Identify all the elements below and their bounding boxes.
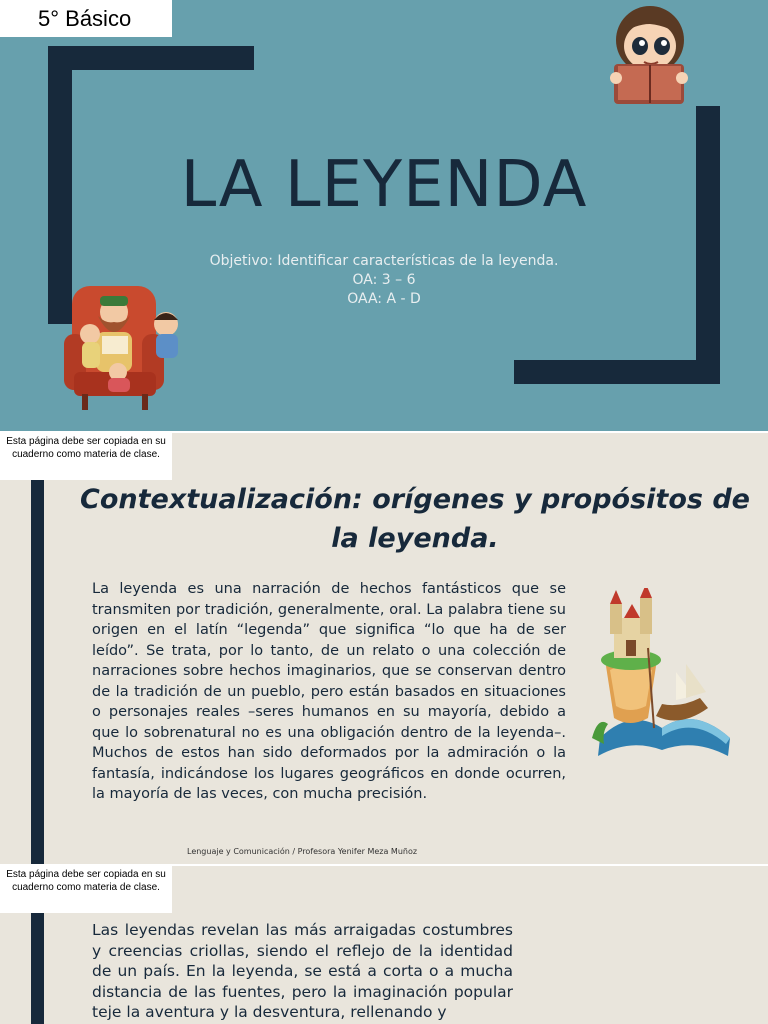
body-paragraph: Las leyendas revelan las más arraigadas costumbres y creencias criollas, siendo el reflejo de la identidad de un país. En la leyenda, se está a corta o a mucha distancia de las fuentes, pero la imaginación popular teje la aventura y la desventura, rellenando y xyxy=(92,921,513,1021)
footer-credit: Lenguaje y Comunicación / Profesora Yenifer Meza Muñoz xyxy=(187,847,418,856)
copy-note: Esta página debe ser copiada en su cuaderno como materia de clase. xyxy=(0,866,172,913)
accent-vertical-bar xyxy=(31,480,44,864)
castle-book-illustration xyxy=(590,588,736,758)
oaa-line: OAA: A - D xyxy=(347,291,421,307)
content-slide-2 xyxy=(0,866,768,1024)
title-slide xyxy=(0,0,768,432)
body-paragraph: La leyenda es una narración de hechos fantásticos que se transmiten por tradición, generalmente, oral. La palabra tiene su origen en el latín “legenda” que significa “lo que ha de ser leído”. Se trata, por lo tanto, de un relato o una colección de narraciones sobre hechos imaginarios, que se conservan dentro de la tradición de un pueblo, pero están basados en situaciones o personajes reales –seres humanos en su mayoría, debido a que lo sobrenatural no es una obligación dentro de la leyenda–. Muchos de estos han sido deformados por la admiración o la fantasía, indicándose los lugares geográficos en donde ocurren, la mayoría de las veces, con mucha precisión. xyxy=(92,581,566,802)
frame-bottom-right-horizontal xyxy=(514,360,720,384)
objective-line: Objetivo: Identificar características de la leyenda. xyxy=(209,253,559,269)
section-heading xyxy=(80,480,750,558)
content-slide-1 xyxy=(0,433,768,864)
oa-line: OA: 3 – 6 xyxy=(352,272,416,288)
accent-vertical-bar xyxy=(31,913,44,1024)
section-heading-line: la leyenda. xyxy=(331,523,499,554)
page-title: LA LEYENDA xyxy=(180,148,588,222)
grade-label: 5° Básico xyxy=(0,0,172,37)
section-heading-line: Contextualización: orígenes y propósitos de xyxy=(80,484,750,515)
frame-top-left-horizontal xyxy=(48,46,254,70)
grandfather-storytelling-illustration xyxy=(62,276,188,414)
copy-note: Esta página debe ser copiada en su cuaderno como materia de clase. xyxy=(0,433,172,480)
reading-child-illustration xyxy=(604,2,694,106)
